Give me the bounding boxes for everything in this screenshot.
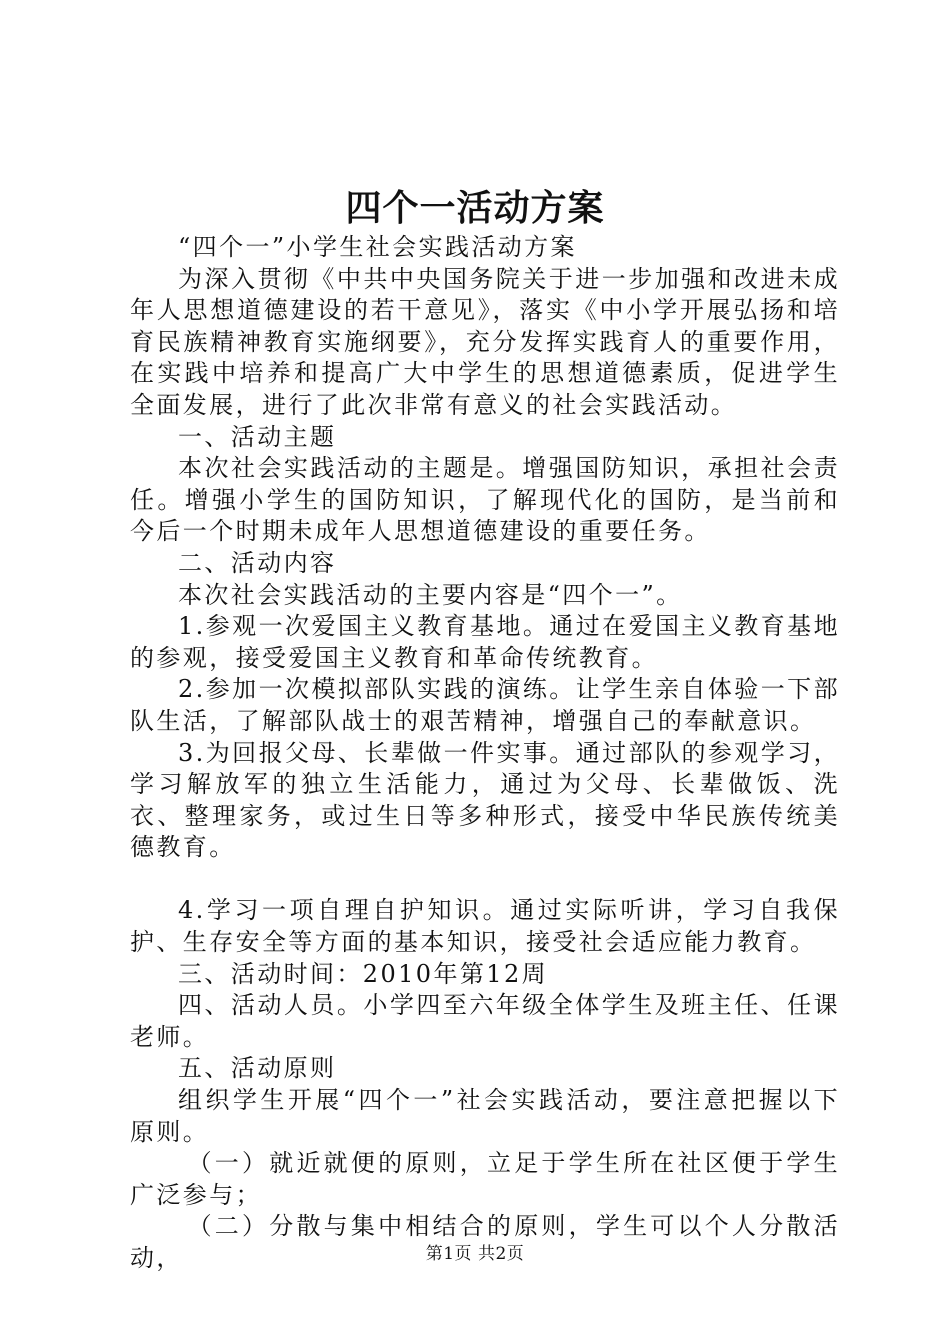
page-number: 第1页 共2页 <box>425 1244 525 1264</box>
section-heading-principles: 五、活动原则 <box>178 1054 337 1083</box>
principles-intro-paragraph: 组织学生开展“四个一”社会实践活动，要注意把握以下原则。 <box>130 1086 840 1146</box>
document-body <box>130 232 840 1275</box>
content-item-1: 1.参观一次爱国主义教育基地。通过在爱国主义教育基地的参观，接受爱国主义教育和革命传统教育。 <box>130 612 840 672</box>
section-heading-theme: 一、活动主题 <box>178 422 337 451</box>
principle-item-2: （二）分散与集中相结合的原则，学生可以个人分散活动， <box>130 1212 840 1272</box>
principle-item-1: （一）就近就便的原则，立足于学生所在社区便于学生广泛参与； <box>130 1149 840 1209</box>
intro-paragraph: 为深入贯彻《中共中央国务院关于进一步加强和改进未成年人思想道德建设的若干意见》，落实《中小学开展弘扬和培育民族精神教育实施纲要》，充分发挥实践育人的重要作用，在实践中培养和提高广大中学生的思想道德素质，促进学生全面发展，进行了此次非常有意义的社会实践活动。 <box>130 264 840 419</box>
section-heading-time: 三、活动时间：2010年第12周 <box>178 959 549 988</box>
content-item-2: 2.参加一次模拟部队实践的演练。让学生亲自体验一下部队生活，了解部队战士的艰苦精神，增强自己的奉献意识。 <box>130 675 840 735</box>
document-title: 四个一活动方案 <box>345 187 605 229</box>
theme-paragraph: 本次社会实践活动的主题是。增强国防知识，承担社会责任。增强小学生的国防知识，了解现代化的国防，是当前和今后一个时期未成年人思想道德建设的重要任务。 <box>130 454 840 546</box>
section-heading-content: 二、活动内容 <box>178 548 337 577</box>
section-heading-personnel: 四、活动人员。小学四至六年级全体学生及班主任、任课老师。 <box>130 991 840 1051</box>
content-item-4: 4.学习一项自理自护知识。通过实际听讲，学习自我保护、生存安全等方面的基本知识，接受社会适应能力教育。 <box>130 896 840 957</box>
subtitle-paragraph: “四个一”小学生社会实践活动方案 <box>178 233 577 261</box>
content-summary-paragraph: 本次社会实践活动的主要内容是“四个一”。 <box>178 580 683 609</box>
content-item-3: 3.为回报父母、长辈做一件实事。通过部队的参观学习，学习解放军的独立生活能力，通过为父母、长辈做饭、洗衣、整理家务，或过生日等多种形式，接受中华民族传统美德教育。 <box>130 738 840 862</box>
